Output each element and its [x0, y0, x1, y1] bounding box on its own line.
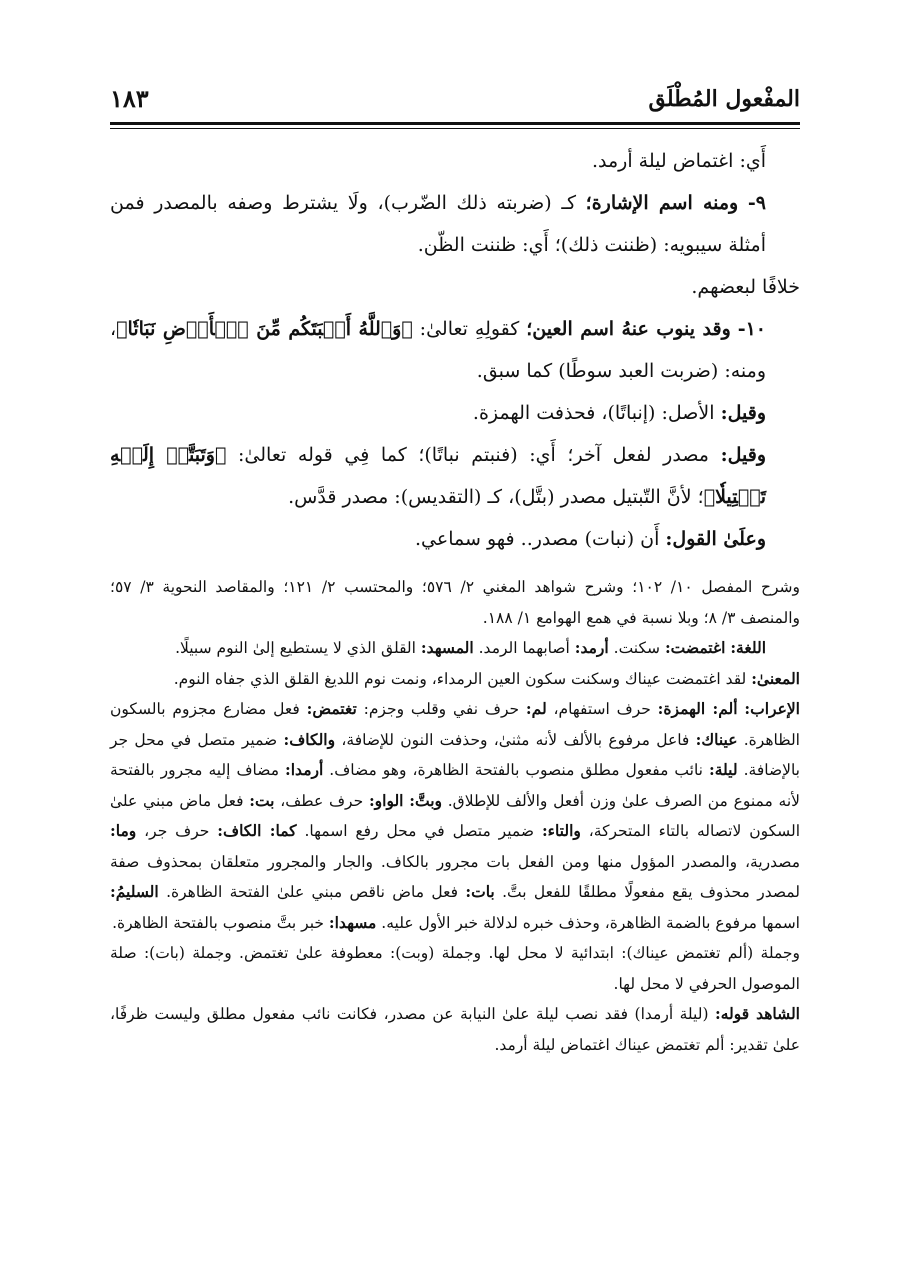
paragraph-text: ، ومنه: (ضربت العبد سوطًا) كما سبق.	[110, 318, 766, 382]
irab-text: فعل مضارع مجزوم بالسكون الظاهرة.	[110, 700, 800, 749]
footnote-jumal: وجملة (ألم تغتمض عيناك): ابتدائية لا محل لها. وجملة (وبت): معطوفة علىٰ تغتمض. وجملة (بات): صلة الموصول الحرفي لا محل لها.	[110, 944, 800, 993]
item-number: ٩-	[747, 192, 767, 214]
footnote-shahid	[110, 999, 800, 1060]
gloss-text: القلق الذي لا يستطيع إلىٰ النوم سبيلًا.	[175, 639, 421, 657]
paragraph-9	[110, 182, 800, 266]
opinion-lead: وقيل:	[720, 444, 766, 466]
irab-text: خبر بتَّ منصوب بالفتحة الظاهرة.	[112, 913, 329, 932]
opinion-text: أَن (نبات) مصدر.. فهو سماعي.	[415, 528, 666, 550]
irab-text: اسمها مرفوع بالضمة الظاهرة، وحذف خبره لدلالة خبر الأول عليه.	[376, 913, 800, 932]
header-rule-thin	[110, 128, 800, 129]
irab-text: ضمير متصل في محل رفع اسمها.	[296, 822, 542, 840]
quran-verse: ﴿وَتَبَتَّلۡ إِلَيۡهِ تَبۡتِيلٗا﴾	[110, 444, 766, 508]
irab-word: السليمُ:	[110, 882, 159, 901]
footnote-lugha	[110, 633, 800, 664]
footnote-text: (ليلة أرمدا) فقد نصب ليلة علىٰ النيابة عن مصدر، فكانت نائب مفعول مطلق وليست ظرفًا، علىٰ تقدير: ألم تغتمض عيناك اغتماض ليلة أرمد.	[110, 1005, 800, 1054]
irab-word: والتاء:	[541, 821, 581, 840]
irab-text: حرف نفي وقلب وجزم:	[356, 700, 526, 718]
irab-text: ضمير متصل في محل جر بالإضافة.	[110, 730, 800, 779]
irab-text: فعل ماض ناقص مبني علىٰ الفتحة الظاهرة.	[158, 883, 466, 901]
irab-word: بت:	[249, 790, 275, 810]
header-rule-thick	[110, 122, 800, 125]
opinion-text: الأصل: (إنباتًا)، فحذفت الهمزة.	[472, 402, 721, 424]
irab-word: لم:	[525, 699, 547, 718]
item-number: ١٠-	[737, 318, 766, 340]
gloss-word: أرمد:	[574, 638, 609, 657]
irab-word: وما:	[110, 821, 137, 840]
irab-text: نائب مفعول مطلق منصوب بالفتحة الظاهرة، وهو مضاف.	[323, 761, 709, 779]
running-title: المفْعول المُطْلَق	[648, 86, 800, 112]
irab-word: وبتَّ:	[409, 790, 442, 810]
irab-text: حرف استفهام،	[546, 700, 658, 718]
opinion-text: ؛ لأنَّ التّبتيل مصدر (بتَّل)، كـ (التقديس): مصدر قدَّس.	[288, 486, 704, 508]
irab-word: الواو:	[368, 790, 404, 810]
page-header	[110, 80, 800, 114]
paragraph-continuation: أَي: اغتماض ليلة أرمد.	[591, 150, 766, 172]
gloss-word: اغتمضت:	[664, 638, 726, 657]
footnote-references: وشرح المفصل ١٠/ ١٠٢؛ وشرح شواهد المغني ٢/ ٥٧٦؛ والمحتسب ٢/ ١٢١؛ والمقاصد النحوية ٣/ ٥٧؛ والمنصف ٣/ ٨؛ وبلا نسبة في همع الهوامع ١/ ١٨٨.	[110, 578, 800, 627]
gloss-word: المسهد:	[420, 638, 474, 657]
gloss-text: سكنت.	[608, 639, 665, 657]
irab-text: فعل ماض مبني علىٰ السكون لاتصاله بالتاء المتحركة،	[110, 791, 800, 840]
footnote-text: لقد اغتمضت عيناك وسكنت سكون العين الرمداء، ونمت نوم اللديغ القلق الذي جفاه النوم.	[173, 669, 752, 688]
irab-word: عيناك:	[695, 729, 738, 749]
paragraph-text: كـ (ضربته ذلك الضّرب)، ولَا يشترط وصفه بالمصدر فمن أمثلة سيبويه: (ظننت ذلك)؛ أَي: ظننت الظّن.	[110, 192, 766, 256]
footnotes	[110, 572, 800, 1060]
bold-heading: وقد ينوب عنهُ اسم العين؛	[526, 318, 731, 340]
irab-text: مصدرية، والمصدر المؤول منها ومن الفعل بات مجرور بالكاف. والجار والمجرور متعلقان بمحذوف صفة لمصدر محذوف يقع مفعولًا مطلقًا للفعل بتَّ.	[110, 852, 800, 901]
irab-word: كما: الكاف:	[217, 821, 297, 840]
irab-word: ألم: الهمزة:	[657, 699, 738, 718]
footnote-label: الشاهد قوله:	[714, 1004, 800, 1023]
irab-text: حرف عطف،	[274, 791, 369, 810]
irab-word: مسهدا:	[328, 912, 377, 932]
footnote-label: المعنىٰ:	[751, 668, 800, 688]
paragraph-text-line: خلافًا لبعضهم.	[691, 276, 800, 298]
paragraph-10	[110, 308, 800, 392]
irab-word: تغتمض:	[306, 699, 357, 718]
footnote-label: اللغة:	[730, 638, 766, 657]
gloss-text: أصابهما الرمد.	[473, 639, 575, 657]
irab-word: بات:	[465, 882, 495, 901]
page-number: ١٨٣	[110, 84, 149, 113]
opinion-2	[110, 434, 800, 518]
footnote-maana	[110, 664, 800, 695]
irab-text: حرف جر،	[136, 822, 218, 840]
opinion-text: مصدر لفعل آخر؛ أَي: (فنبتم نباتًا)؛ كما فِي قوله تعالىٰ:	[226, 444, 721, 466]
paragraph-text: كقولِهِ تعالىٰ:	[412, 318, 527, 340]
irab-word: ليلة:	[709, 760, 738, 779]
irab-text: مضاف إليه مجرور بالفتحة لأنه ممنوع من الصرف علىٰ وزن أفعل والألف للإطلاق.	[110, 761, 800, 810]
footnote-label: الإعراب:	[744, 699, 800, 718]
main-text	[110, 140, 800, 560]
opinion-3	[110, 518, 800, 560]
footnote-irab	[110, 694, 800, 938]
opinion-1	[110, 392, 800, 434]
irab-word: والكاف:	[283, 729, 336, 749]
opinion-lead: وقيل:	[720, 402, 766, 424]
irab-text: فاعل مرفوع بالألف لأنه مثنىٰ، وحذفت النون للإضافة،	[335, 730, 696, 749]
irab-word: أرمدا:	[285, 760, 324, 779]
bold-heading: ومنه اسم الإشارة؛	[585, 192, 739, 214]
opinion-lead: وعلَىٰ القول:	[665, 528, 766, 550]
quran-verse: ﴿وَٱللَّهُ أَنۢبَتَكُم مِّنَ ٱلۡأَرۡضِ نَبَاتٗا﴾	[116, 318, 413, 340]
